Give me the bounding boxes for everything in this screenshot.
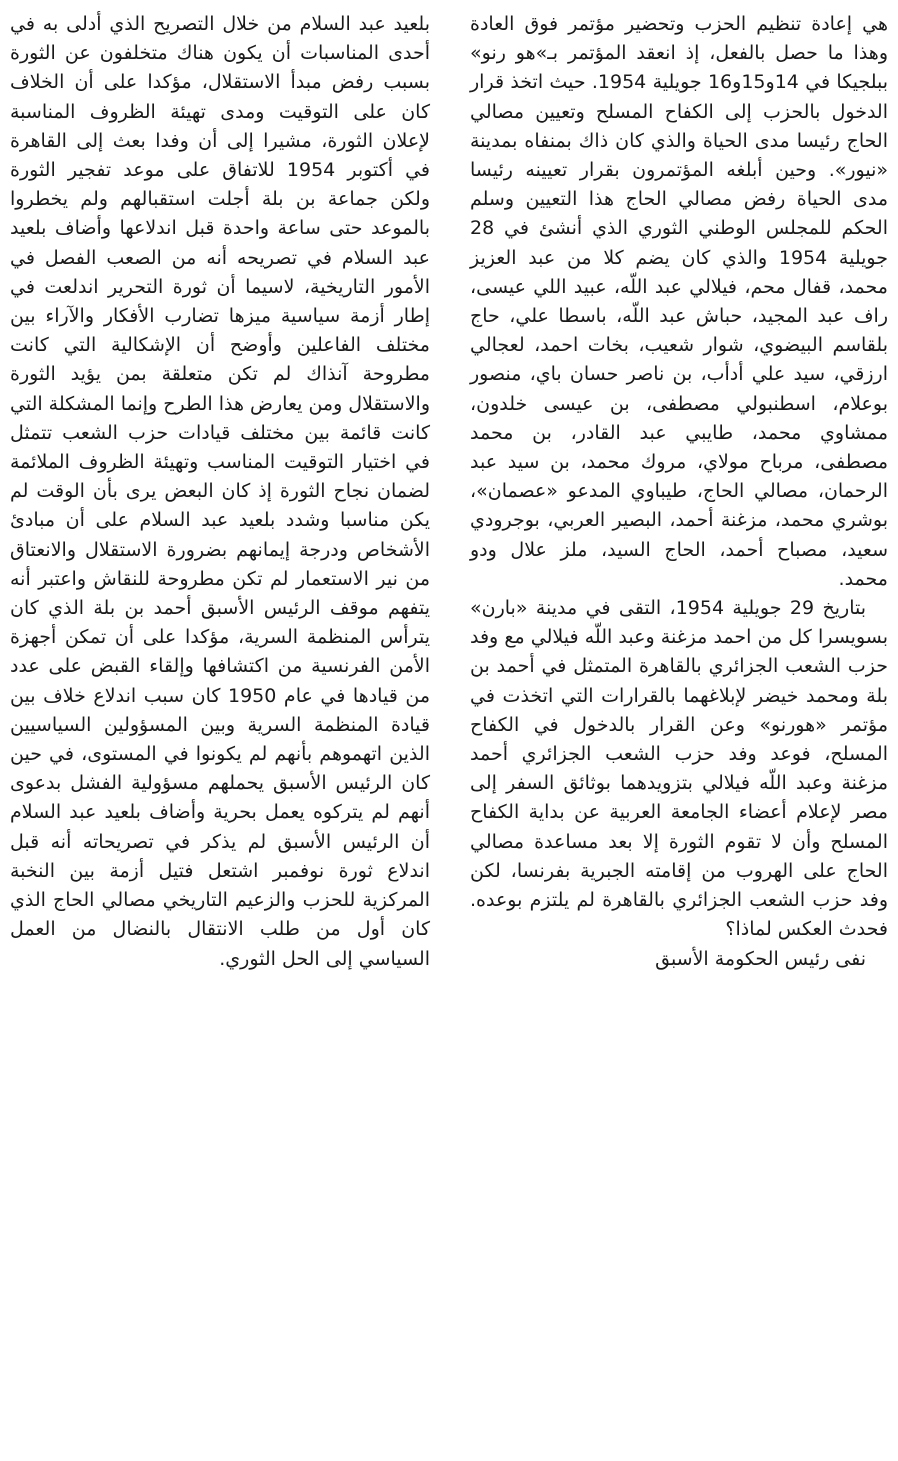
paragraph-belaid-statement: بلعيد عبد السلام من خلال التصريح الذي أدلى به في أحدى المناسبات أن يكون هناك متخلفون عن الثورة بسبب رفض مبدأ الاستقلال، مؤكدا على أن الخلاف كان على التوقيت ومدى تهيئة الظروف المناسبة لإعلان الثورة، مشيرا إلى أن وفدا بعث إلى القاهرة في أكتوبر 1954 للاتفاق على موعد تفجير الثورة ولكن جماعة بن بلة أجلت استقبالهم ولم يخطروا بالموعد حتى ساعة واحدة قبل اندلاعها وأضاف بلعيد عبد السلام في تصريحه أنه من الصعب الفصل في الأمور التاريخية، لاسيما أن ثورة التحرير اندلعت في إطار أزمة سياسية ميزها تضارب الأفكار والآراء بين مختلف الفاعلين وأوضح أن الإشكالية التي كانت مطروحة آنذاك لم تكن متعلقة بمن يؤيد الثورة والاستقلال ومن يعارض هذا الطرح وإنما المشكلة التي كانت قائمة بين مختلف قيادات حزب الشعب تتمثل في اختيار التوقيت المناسب وتهيئة الظروف الملائمة لضمان نجاح الثورة إذ كان البعض يرى بأن الوقت لم يكن مناسبا وشدد بلعيد عبد السلام على أن مبادئ الأشخاص ودرجة إيمانهم بضرورة الاستقلال والانعتاق من نير الاستعمار لم تكن مطروحة للنقاش واعتبر أنه يتفهم موقف الرئيس الأسبق أحمد بن بلة الذي كان يترأس المنظمة السرية، مؤكدا على أن تمكن أجهزة الأمن الفرنسية من اكتشافها وإلقاء القبض على عدد من قيادها في عام 1950 كان سبب اندلاع خلاف بين قيادة المنظمة السرية وبين المسؤولين السياسيين الذين اتهموهم بأنهم لم يكونوا في المستوى، في حين كان الرئيس الأسبق يحملهم مسؤولية الفشل بدعوى أنهم لم يتركوه يعمل بحرية وأضاف بلعيد عبد السلام أن الرئيس الأسبق لم يذكر في تصريحاته أنه قبل اندلاع ثورة نوفمبر اشتعل فتيل أزمة بين النخبة المركزية للحزب والزعيم التاريخي مصالي الحاج الذي كان أول من طلب الانتقال بالنضال من العمل السياسي إلى الحل الثوري. xyxy=(10,13,430,970)
paragraph-bern-meeting: بتاريخ 29 جويلية 1954، التقى في مدينة «بارن» بسويسرا كل من احمد مزغنة وعبد اللّه فيلالي مع وفد حزب الشعب الجزائري بالقاهرة المتمثل في أحمد بن بلة ومحمد خيضر لإبلاغهما بالقرارات التي اتخذت في مؤتمر «هورنو» وعن القرار بالدخول في الكفاح المسلح، فوعد وفد حزب الشعب الجزائري أحمد مزغنة وعبد اللّه فيلالي بتزويدهما بوثائق السفر إلى مصر لإعلام أعضاء الجامعة العربية عن بداية الكفاح المسلح وأن لا تقوم الثورة إلا بعد مساعدة مصالي الحاج على الهروب من إقامته الجبرية بفرنسا، لكن وفد حزب الشعب الجزائري بالقاهرة لم يلتزم بوعده. فحدث العكس لماذا؟ xyxy=(470,597,888,941)
paragraph-former-pm: نفى رئيس الحكومة الأسبق xyxy=(655,947,866,970)
article-column-left xyxy=(10,10,430,974)
paragraph-congress-hornu: هي إعادة تنظيم الحزب وتحضير مؤتمر فوق العادة وهذا ما حصل بالفعل، إذ انعقد المؤتمر بـ»هو رنو» ببلجيكا في 14و15و16 جويلية 1954. حيث اتخذ قرار الدخول بالحزب إلى الكفاح المسلح وتعيين مصالي الحاج رئيسا مدى الحياة والذي كان ذاك بمنفاه بمدينة «نيور». وحين أبلغه المؤتمرون بقرار تعيينه رئيسا مدى الحياة رفض مصالي الحاج هذا التعيين وسلم الحكم للمجلس الوطني الثوري الذي أنشئ في 28 جويلية 1954 والذي كان يضم كلا من عبد العزيز محمد، قفال محم، فيلالي عبد اللّه، عبيد اللي عيسى، راف عبد المجيد، حباش عبد اللّه، باسطا علي، حاج بلقاسم البيضوي، شوار شعيب، بخات احمد، لعجالي ارزقي، سيد علي أدأب، بن ناصر حسان باي، منصور بوعلام، اسطنبولي مصطفى، بن عيسى خلدون، ممشاوي محمد، طايبي عبد القادر، بن محمد مصطفى، مرباح مولاي، مروك محمد، بن سيد عبد الرحمان، مصالي الحاج، طيباوي المدعو «عصمان»، بوشري محمد، مزغنة أحمد، البصير العربي، بوجرودي سعيد، مصباح أحمد، الحاج السيد، ملز علال ودو محمد. xyxy=(470,13,889,590)
article-column-right xyxy=(470,10,888,974)
